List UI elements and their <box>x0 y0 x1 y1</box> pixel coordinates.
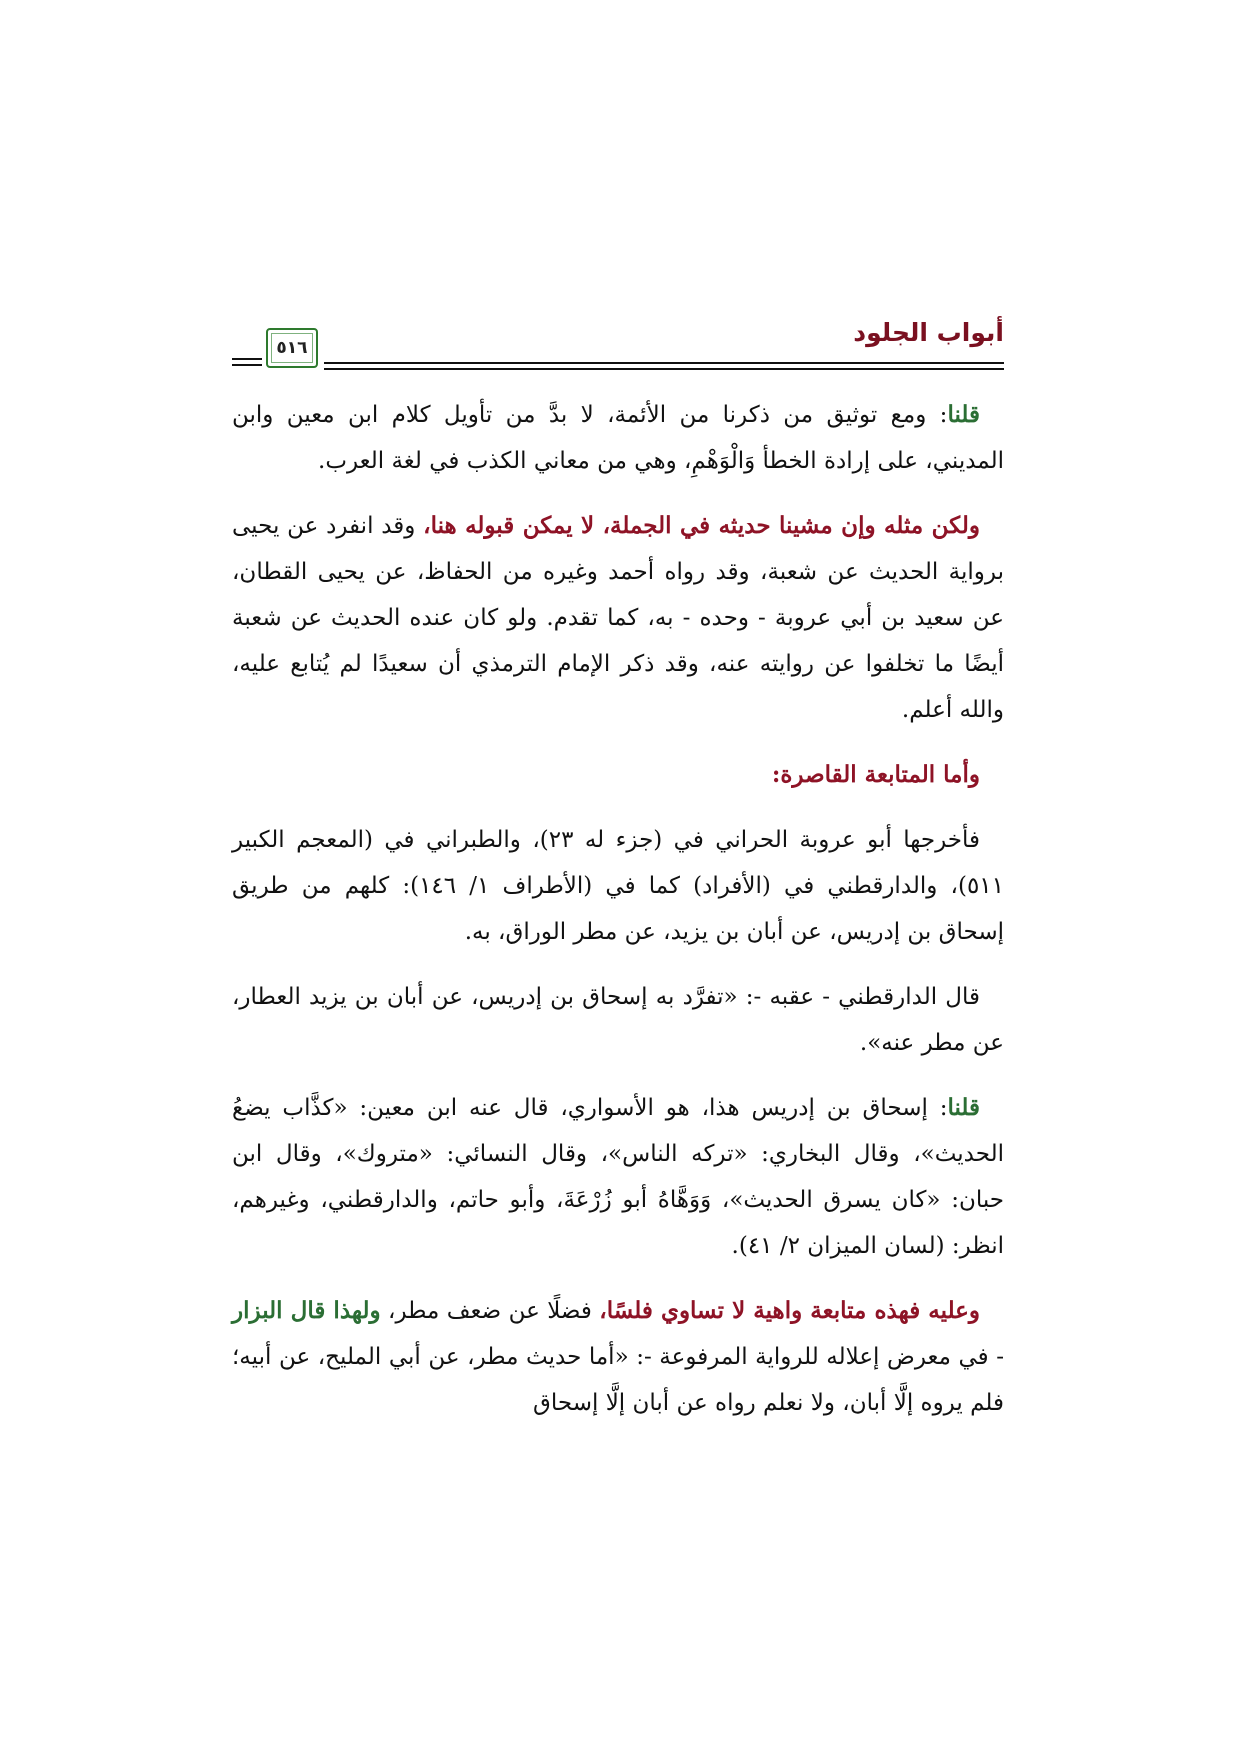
paragraph-text: فأخرجها أبو عروبة الحراني في (جزء له ٢٣)، والطبراني في (المعجم الكبير ٥١١)، والدارقطني في (الأفراد) كما في (الأطراف ١/ ١٤٦): كلهم من طريق إسحاق بن إدريس، عن أبان بن يزيد، عن مطر الوراق، به. <box>232 827 1005 945</box>
emphasis-text: وعليه فهذه متابعة واهية لا تساوي فلسًا، <box>599 1297 981 1324</box>
page-number: ٥١٦ <box>276 338 308 358</box>
page-header <box>232 318 1004 388</box>
emphasis-text: ولكن مثله وإن مشينا حديثه في الجملة، لا يمكن قبوله هنا، <box>423 512 980 539</box>
paragraph-2 <box>232 503 1004 733</box>
paragraph-3 <box>232 817 1004 955</box>
header-rule-left-bottom <box>232 364 262 366</box>
paragraph-6 <box>232 1288 1004 1426</box>
paragraph-text: : إسحاق بن إدريس هذا، هو الأسواري، قال عنه ابن معين: «كذَّاب يضعُ الحديث»، وقال البخاري: «تركه الناس»، وقال النسائي: «متروك»، وقال ابن حبان: «كان يسرق الحديث»، وَوَهَّاهُ أبو زُرْعَةَ، وأبو حاتم، والدارقطني، وغيرهم، انظر: (لسان الميزان ٢/ ٤١). <box>232 1095 1004 1259</box>
label-qulna: قلنا <box>947 401 980 428</box>
paragraph-text: وقد انفرد عن يحيى برواية الحديث عن شعبة، وقد رواه أحمد وغيره من الحفاظ، عن يحيى القطان، عن سعيد بن أبي عروبة - وحده - به، كما تقدم. ولو كان عنده الحديث عن شعبة أيضًا ما تخلفوا عن روايته عنه، وقد ذكر الإمام الترمذي أن سعيدًا لم يُتابع عليه، والله أعلم. <box>232 513 1004 723</box>
paragraph-text: : ومع توثيق من ذكرنا من الأئمة، لا بدَّ من تأويل كلام ابن معين وابن المديني، على إرادة الخطأ وَالْوَهْمِ، وهي من معاني الكذب في لغة العرب. <box>232 402 1004 474</box>
label-bazzar: ولهذا قال البزار <box>232 1297 381 1324</box>
header-rule-top <box>324 362 1004 364</box>
subheading-text: وأما المتابعة القاصرة: <box>771 761 980 788</box>
paragraph-4 <box>232 974 1004 1066</box>
paragraph-5 <box>232 1085 1004 1269</box>
page-number-badge <box>266 328 318 368</box>
label-qulna: قلنا <box>947 1094 980 1121</box>
chapter-title: أبواب الجلود <box>853 318 1004 347</box>
paragraph-text: قال الدارقطني - عقبه -: «تفرَّد به إسحاق بن إدريس، عن أبان بن يزيد العطار، عن مطر عنه». <box>232 984 1004 1056</box>
paragraph-text: - في معرض إعلاله للرواية المرفوعة -: «أما حديث مطر، عن أبي المليح، عن أبيه؛ فلم يروه إلَّا أبان، ولا نعلم رواه عن أبان إلَّا إسحاق <box>232 1344 1004 1416</box>
paragraph-1 <box>232 392 1004 484</box>
header-rule-left-top <box>232 358 262 360</box>
header-rule-bottom <box>324 368 1004 370</box>
page-body <box>232 392 1004 1445</box>
paragraph-text: فضلًا عن ضعف مطر، <box>380 1298 600 1324</box>
subheading <box>232 752 1004 798</box>
